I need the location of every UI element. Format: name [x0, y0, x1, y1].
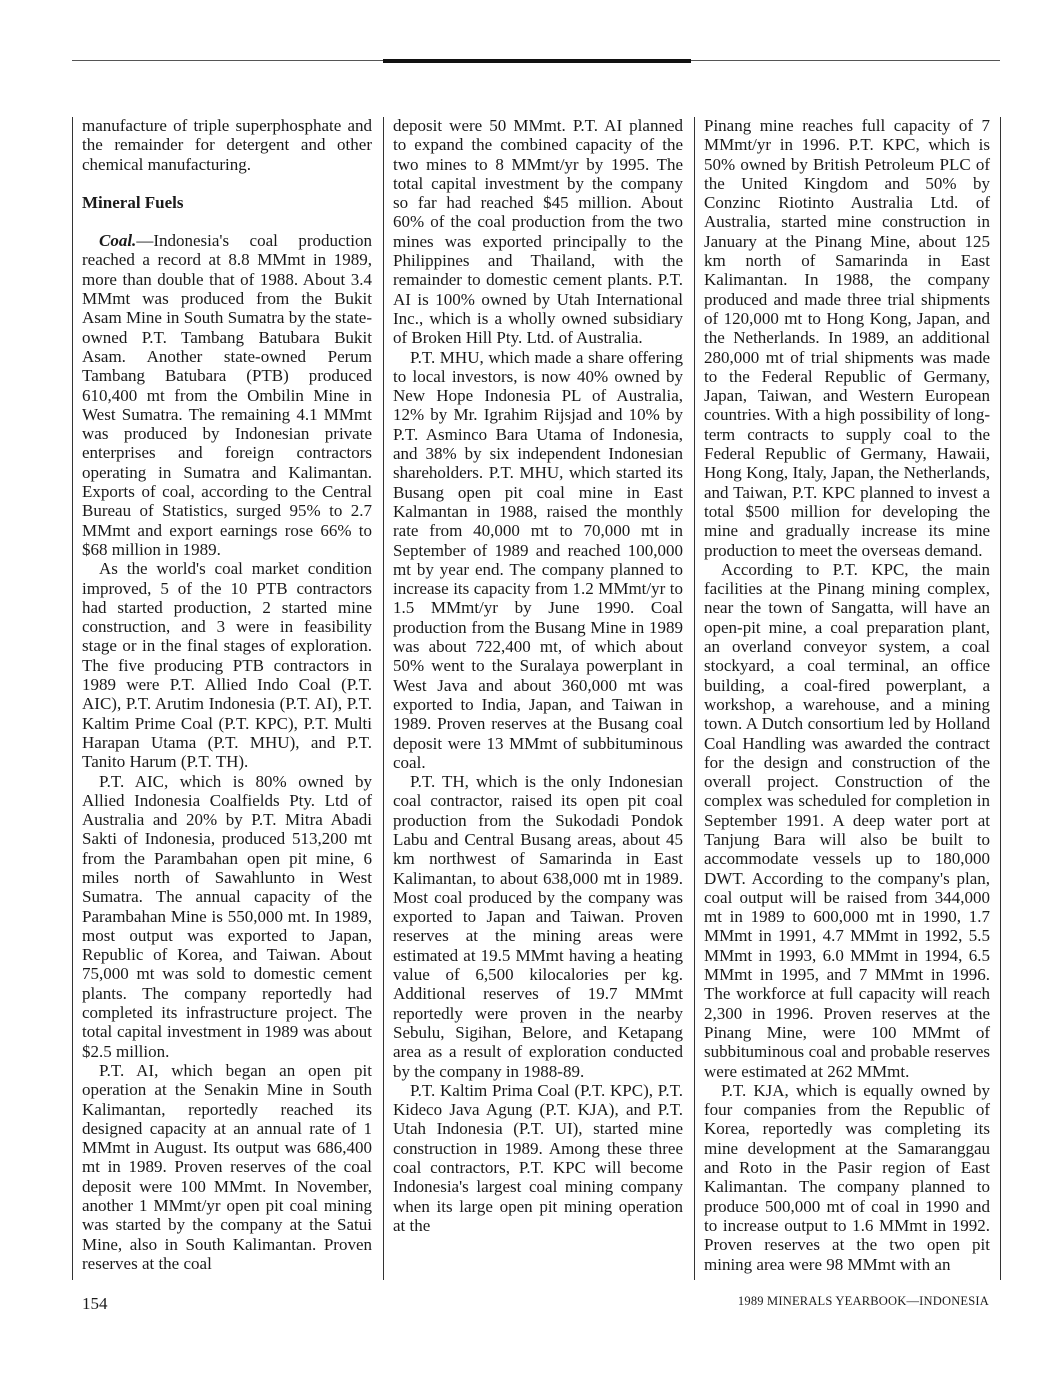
text-column-2 [393, 116, 683, 1235]
paragraph-text: —Indonesia's coal production reached a record at 8.8 MMmt in 1989, more than double that of 1988. About 3.4 MMmt was produced from the Bukit Asam Mine in South Sumatra by the state-owned P.T. Tambang Batubara Bukit Asam. Another state-owned Perum Tambang Batubara (PTB) produced 610,400 mt from the Ombilin Mine in West Sumatra. The remaining 4.1 MMmt was produced by Indonesian private enterprises and foreign contractors operating in Sumatra and Kalimantan. Exports of coal, according to the Central Bureau of Statistics, surged 95% to 2.7 MMmt and export earnings rose 66% to $68 million in 1989. [82, 231, 372, 559]
paragraph: P.T. KJA, which is equally owned by four companies from the Republic of Korea, reportedly was completing its mine development at the Samaranggau and Roto in the Pasir region of East Kalimantan. The company planned to produce 500,000 mt of coal in 1990 and to increase output to 1.6 MMmt in 1992. Proven reserves at the two open pit mining area were 98 MMmt with an [704, 1080, 990, 1274]
paragraph: P.T. AI, which began an open pit operation at the Senakin Mine in South Kalimantan, reportedly reached its designed capacity at an annual rate of 1 MMmt in August. Its output was 686,400 mt in 1989. Proven reserves of the coal deposit were 100 MMmt. In November, another 1 MMmt/yr open pit coal mining was started by the company at the Satui Mine, also in South Kalimantan. Proven reserves at the coal [82, 1060, 372, 1273]
section-heading-mineral-fuels: Mineral Fuels [82, 192, 184, 212]
text-column-3 [704, 116, 990, 1274]
paragraph: manufacture of triple superphosphate and the remainder for detergent and other chemical manufacturing. [82, 116, 372, 174]
text-column-1 [82, 116, 372, 1273]
page-number: 154 [82, 1294, 108, 1313]
column-rule-1-2 [383, 117, 384, 1280]
column-rule-2-3 [694, 117, 695, 1280]
paragraph: deposit were 50 MMmt. P.T. AI planned to expand the combined capacity of the two mines to 8 MMmt/yr by 1995. The total capital investment by the company so far had reached $45 million. About 60% of the coal production from the two mines was exported principally to the Philippines and Thailand, with the remainder to domestic cement plants. P.T. AI is 100% owned by Utah International Inc., which is a wholly owned subsidiary of Broken Hill Pty. Ltd. of Australia. [393, 116, 683, 348]
paragraph: As the world's coal market condition improved, 5 of the 10 PTB contractors had started production, 2 started mine construction, and 3 were in feasibility stage or in the final stages of exploration. The five producing PTB contractors in 1989 were P.T. Allied Indo Coal (P.T. AIC), P.T. Arutim Indonesia (P.T. AI), P.T. Kaltim Prime Coal (P.T. KPC), P.T. Multi Harapan Utama (P.T. MHU), and P.T. Tanito Harum (P.T. TH). [82, 559, 372, 772]
paragraph: P.T. AIC, which is 80% owned by Allied Indonesia Coalfields Pty. Ltd of Australia and 20% by P.T. Mitra Abadi Sakti of Indonesia, produced 513,200 mt from the Parambahan open pit mine, 6 miles north of Sawahlunto in West Sumatra. The annual capacity of the Parambahan Mine is 550,000 mt. In 1989, most output was exported to Japan, Republic of Korea, and Taiwan. About 75,000 mt was sold to domestic cement plants. The company reportedly had completed its infrastructure project. The total capital investment in 1989 was about $2.5 million. [82, 771, 372, 1061]
header-rule-accent [383, 59, 691, 63]
paragraph: P.T. TH, which is the only Indonesian coal contractor, raised its open pit coal production from the Sukodadi Pondok Labu and Central Busang areas, about 45 km northwest of Samarinda in East Kalimantan, to about 638,000 mt in 1989. Most coal produced by the company was exported to Japan and Taiwan. Proven reserves at the mining areas were estimated at 19.5 MMmt having a heating value of 6,500 kilocalories per kg. Additional reserves of 19.7 MMmt reportedly were proven in the nearby Sebulu, Sigihan, Belore, and Ketapang area as a result of exploration conducted by the company in 1988-89. [393, 772, 683, 1081]
column-rule-right [1000, 117, 1001, 1280]
paragraph: P.T. MHU, which made a share offering to local investors, is now 40% owned by New Hope Indonesia PL of Australia, 12% by Mr. Igrahim Rijsjad and 10% by P.T. Asminco Bara Utama of Indonesia, and 38% by six independent Indonesian shareholders. P.T. MHU, which started its Busang open pit coal mine in East Kalmantan in 1988, raised the monthly rate from 40,000 mt to 70,000 mt in September of 1989 and reached 100,000 mt by year end. The company planned to increase its capacity from 1.2 MMmt/yr to 1.5 MMmt/yr by June 1990. Coal production from the Busang Mine in 1989 was about 722,400 mt, of which about 50% went to the Suralaya powerplant in West Java and about 360,000 mt was exported to India, Japan, and Taiwan in 1989. Proven reserves at the Busang coal deposit were 13 MMmt of subbituminous coal. [393, 347, 683, 772]
paragraph: P.T. Kaltim Prima Coal (P.T. KPC), P.T. Kideco Java Agung (P.T. KJA), and P.T. Utah Indonesia (P.T. UI), started mine construction in 1989. Among these three coal contractors, P.T. KPC will become Indonesia's largest coal mining company when its large open pit mining operation at the [393, 1080, 683, 1235]
paragraph-coal [82, 231, 372, 559]
column-rule-left [72, 117, 73, 1280]
paragraph: According to P.T. KPC, the main facilities at the Pinang mining complex, near the town of Sangatta, will have an open-pit mine, a coal preparation plant, an overland conveyor system, a coal stockyard, a coal terminal, an office building, a coal-fired powerplant, a workshop, a warehouse, and a mining town. A Dutch consortium led by Holland Coal Handling was awarded the contract for the design and construction of the overall project. Construction of the complex was scheduled for completion in September 1991. A deep water port at Tanjung Bara will also be built to accommodate vessels up to 180,000 DWT. According to the company's plan, coal output will be raised from 344,000 mt in 1989 to 600,000 mt in 1990, 1.7 MMmt in 1991, 4.7 MMmt in 1992, 5.5 MMmt in 1993, 6.0 MMmt in 1994, 6.5 MMmt in 1995, and 7 MMmt in 1996. The workforce at full capacity will reach 2,300 in 1996. Proven reserves at the Pinang Mine, were 100 MMmt of subbituminous coal and probable reserves were estimated at 262 MMmt. [704, 559, 990, 1081]
running-footer: 1989 MINERALS YEARBOOK—INDONESIA [737, 1294, 989, 1308]
paragraph: Pinang mine reaches full capacity of 7 MMmt/yr in 1996. P.T. KPC, which is 50% owned by British Petroleum PLC of the United Kingdom and 50% by Conzinc Riotinto Australia Ltd. of Australia, started mine construction in January at the Pinang Mine, about 125 km north of Samarinda in East Kalimantan. In 1988, the company produced and made three trial shipments of 120,000 mt to Hong Kong, Japan, and the Netherlands. In 1989, an additional 280,000 mt of trial shipments was made to the Federal Republic of Germany, Japan, Taiwan, and Western European countries. With a high possibility of long-term contracts to supply coal to the Federal Republic of Germany, Hawaii, Hong Kong, Italy, Japan, the Netherlands, and Taiwan, P.T. KPC planned to invest a total $500 million for developing the mine and gradually increase its mine production to meet the overseas demand. [704, 116, 990, 560]
run-in-heading-coal: Coal. [99, 231, 137, 251]
